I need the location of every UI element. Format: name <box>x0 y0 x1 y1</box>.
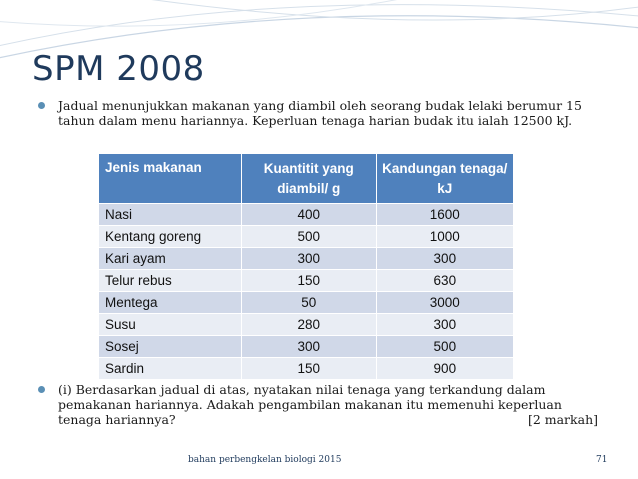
table-row <box>99 292 514 314</box>
question-bullet <box>38 382 608 427</box>
food-quantity: 50 <box>241 292 376 314</box>
bullet-dot-icon <box>38 386 45 393</box>
food-quantity: 150 <box>241 270 376 292</box>
page-number: 71 <box>596 455 608 465</box>
food-name: Kentang goreng <box>99 226 242 248</box>
food-energy-table <box>98 153 514 380</box>
table-row <box>99 248 514 270</box>
food-energy: 500 <box>376 336 513 358</box>
bullet-dot-icon <box>38 102 45 109</box>
food-energy: 300 <box>376 248 513 270</box>
marks-label: [2 markah] <box>527 412 598 427</box>
food-energy: 1600 <box>376 204 513 226</box>
food-energy: 1000 <box>376 226 513 248</box>
table-row <box>99 358 514 380</box>
food-quantity: 150 <box>241 358 376 380</box>
intro-bullet <box>38 98 608 128</box>
header-energy: Kandungan tenaga/ kJ <box>376 154 513 204</box>
header-food-type: Jenis makanan <box>99 154 242 204</box>
table-row <box>99 226 514 248</box>
table-header-row <box>99 154 514 204</box>
food-name: Sardin <box>99 358 242 380</box>
food-energy: 630 <box>376 270 513 292</box>
food-energy: 300 <box>376 314 513 336</box>
food-name: Nasi <box>99 204 242 226</box>
food-quantity: 300 <box>241 336 376 358</box>
food-name: Susu <box>99 314 242 336</box>
food-quantity: 300 <box>241 248 376 270</box>
food-name: Kari ayam <box>99 248 242 270</box>
food-name: Sosej <box>99 336 242 358</box>
food-quantity: 500 <box>241 226 376 248</box>
food-quantity: 280 <box>241 314 376 336</box>
table-row <box>99 204 514 226</box>
food-energy: 900 <box>376 358 513 380</box>
header-quantity: Kuantitit yang diambil/ g <box>241 154 376 204</box>
table-row <box>99 314 514 336</box>
food-name: Telur rebus <box>99 270 242 292</box>
slide-title: SPM 2008 <box>32 49 205 89</box>
intro-text: Jadual menunjukkan makanan yang diambil oleh seorang budak lelaki berumur 15 tahun dalam menu hariannya. Keperluan tenaga harian budak itu ialah 12500 kJ. <box>58 98 582 128</box>
table-row <box>99 336 514 358</box>
food-name: Mentega <box>99 292 242 314</box>
table-row <box>99 270 514 292</box>
food-quantity: 400 <box>241 204 376 226</box>
food-energy: 3000 <box>376 292 513 314</box>
footer-text: bahan perbengkelan biologi 2015 <box>188 455 342 465</box>
question-text: (i) Berdasarkan jadual di atas, nyatakan nilai tenaga yang terkandung dalam pemakanan hariannya. Adakah pengambilan makanan itu memenuhi keperluan tenaga hariannya? <box>58 382 562 427</box>
